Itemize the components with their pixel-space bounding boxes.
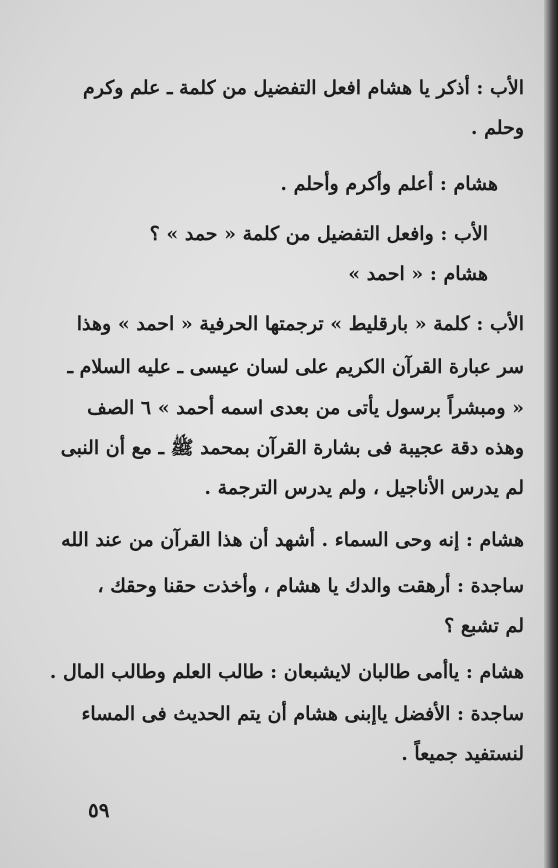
text-line-16: لنستفيد جميعاً . [401, 743, 524, 765]
page-number: ٥٩ [88, 798, 110, 822]
text-line-6: الأب : كلمة « بارقليط » ترجمتها الحرفية « احمد » وهذا [76, 313, 524, 335]
text-line-4: الأب : وافعل التفضيل من كلمة « حمد » ؟ [149, 223, 488, 245]
text-line-12: ساجدة : أرهقت والدك يا هشام ، وأخذت حقنا وحقك ، [97, 575, 524, 597]
text-line-15: ساجدة : الأفضل ياإبنى هشام أن يتم الحديث فى المساء [81, 703, 524, 725]
text-line-5: هشام : « احمد » [348, 263, 488, 285]
text-line-11: هشام : إنه وحى السماء . أشهد أن هذا القرآن من عند الله [61, 529, 524, 551]
text-line-1: الأب : أذكر يا هشام افعل التفضيل من كلمة ـ علم وكرم [82, 77, 524, 99]
text-line-7: سر عبارة القرآن الكريم على لسان عيسى ـ عليه السلام ـ [67, 356, 524, 378]
text-line-13: لم تشبع ؟ [444, 615, 524, 637]
text-line-3: هشام : أعلم وأكرم وأحلم . [280, 173, 498, 195]
text-line-14: هشام : ياأمى طالبان لايشبعان : طالب العلم وطالب المال . [49, 661, 524, 683]
book-spine-shadow [544, 0, 558, 868]
text-line-10: لم يدرس الأناجيل ، ولم يدرس الترجمة . [204, 477, 524, 499]
text-line-9: وهذه دقة عجيبة فى بشارة القرآن بمحمد ﷺ ـ مع أن النبى [60, 437, 524, 459]
text-line-8: « ومبشراً برسول يأتى من بعدى اسمه أحمد » ٦ الصف [87, 397, 524, 419]
text-line-2: وحلم . [470, 117, 524, 139]
